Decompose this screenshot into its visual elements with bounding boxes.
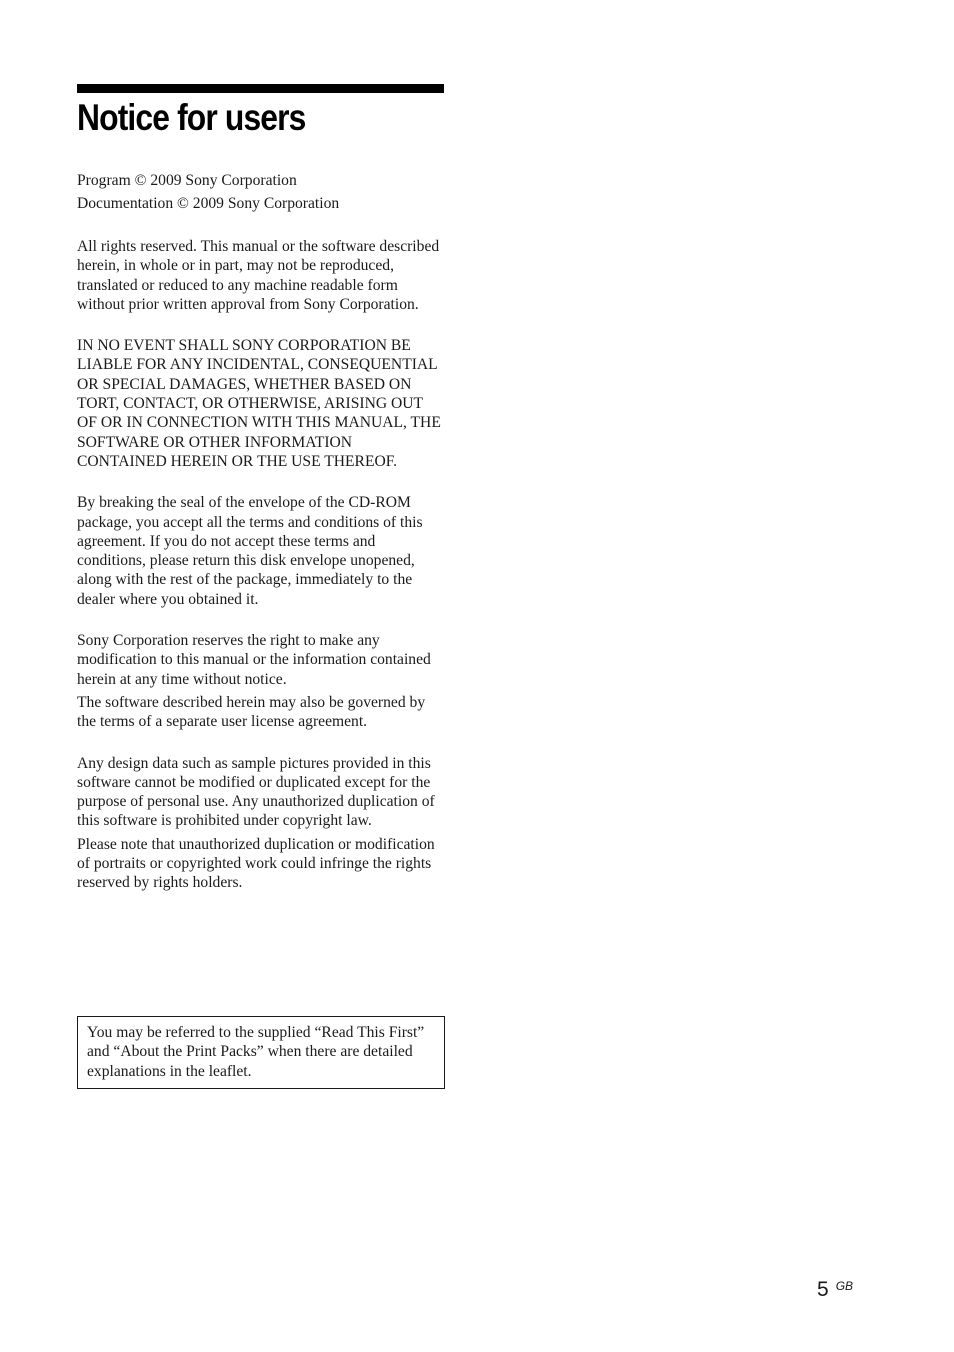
page-title: Notice for users	[77, 97, 306, 138]
page-language: GB	[835, 1279, 854, 1293]
copyright-block	[77, 169, 444, 215]
note-text: You may be referred to the supplied “Read This First” and “About the Print Packs” when there are detailed explanations in the leaflet.	[87, 1024, 425, 1080]
rights-paragraph: All rights reserved. This manual or the software described herein, in whole or in part, may not be reproduced, translated or reduced to any machine readable form without prior written approval from Sony Corporation.	[77, 238, 440, 313]
license-paragraph: The software described herein may also be governed by the terms of a separate user license agreement.	[77, 693, 426, 731]
design-data-paragraph: Any design data such as sample pictures provided in this software cannot be modified or duplicated except for the purpose of personal use. Any unauthorized duplication of this software is prohibited under copyright law.	[77, 754, 435, 830]
modification-paragraph: Sony Corporation reserves the right to make any modification to this manual or the information contained herein at any time without notice.	[77, 632, 431, 688]
title-rule	[77, 84, 444, 93]
page-number: 5	[817, 1278, 829, 1301]
portraits-paragraph: Please note that unauthorized duplication or modification of portraits or copyrighted work could infringe the rights reserved by rights holders.	[77, 835, 435, 892]
seal-paragraph: By breaking the seal of the envelope of the CD-ROM package, you accept all the terms and conditions of this agreement. If you do not accept these terms and conditions, please return this disk envelope unopened, along with the rest of the package, immediately to the dealer where you obtained it.	[77, 494, 423, 608]
main-column	[77, 84, 444, 893]
page-footer	[817, 1278, 853, 1302]
documentation-copyright: Documentation © 2009 Sony Corporation	[77, 195, 340, 212]
note-box	[77, 1016, 445, 1089]
liability-paragraph: IN NO EVENT SHALL SONY CORPORATION BE LIABLE FOR ANY INCIDENTAL, CONSEQUENTIAL OR SPECIAL DAMAGES, WHETHER BASED ON TORT, CONTACT, OR OTHERWISE, ARISING OUT OF OR IN CONNECTION WITH THIS MANUAL, THE SOFTWARE OR OTHER INFORMATION CONTAINED HEREIN OR THE USE THEREOF.	[77, 337, 441, 470]
program-copyright: Program © 2009 Sony Corporation	[77, 172, 297, 189]
